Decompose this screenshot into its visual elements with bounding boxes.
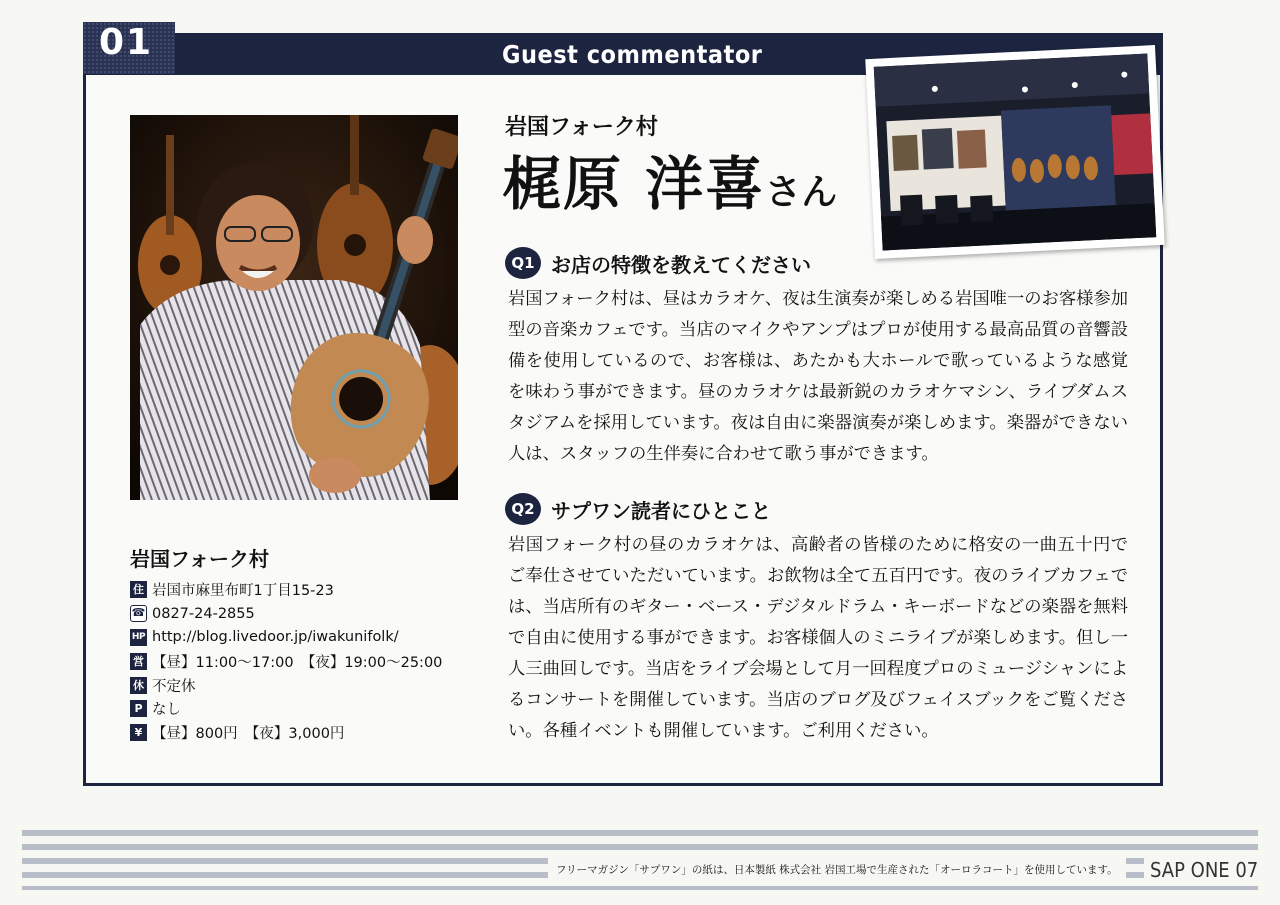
question-1-heading <box>505 246 811 280</box>
shop-info-list <box>130 578 442 745</box>
address-icon: 住 <box>130 581 147 598</box>
section-title: Guest commentator <box>502 40 763 69</box>
page-brand-number: SAP ONE 07 <box>1144 855 1264 885</box>
question-2-heading <box>505 492 771 526</box>
hours-icon: 営 <box>130 653 147 670</box>
q2-title: サプワン読者にひとこと <box>551 498 771 523</box>
phone-icon: ☎ <box>130 605 147 622</box>
guest-shop-label: 岩国フォーク村 <box>505 115 658 140</box>
q1-answer: 岩国フォーク村は、昼はカラオケ、夜は生演奏が楽しめる岩国唯一のお客様参加型の音楽カフェです。当店のマイクやアンプはプロが使用する最高品質の音響設備を使用しているので、お客様は、あたかも大ホールで歌っているような感覚を味わう事ができます。昼のカラオケは最新鋭のカラオケマシン、ライブダムスタジアムを採用しています。夜は自由に楽器演奏が楽しめます。楽器ができない人は、スタッフの生伴奏に合わせて歌う事ができます。 <box>508 289 1128 464</box>
shop-homepage-row <box>130 626 442 650</box>
q2-answer: 岩国フォーク村の昼のカラオケは、高齢者の皆様のために格安の一曲五十円でご奉仕させていただいています。お飲物は全て五百円です。夜のライブカフェでは、当店所有のギター・ベース・デジタルドラム・キーボードなどの楽器を無料で自由に使用する事ができます。お客様個人のミニライブが楽しめます。但し一人三曲回しです。当店をライブ会場として月一回程度プロのミュージシャンによるコンサートを開催しています。当店のブログ及びフェイスブックをご覧ください。各種イベントも開催しています。ご利用ください。 <box>508 535 1128 741</box>
shop-phone[interactable]: 0827-24-2855 <box>152 605 255 622</box>
shop-interior-photo <box>865 45 1164 259</box>
footer-paper-note: フリーマガジン「サプワン」の紙は、日本製紙 株式会社 岩国工場で生産された「オーロラコート」を使用しています。 <box>548 858 1126 882</box>
shop-address: 岩国市麻里布町1丁目15-23 <box>152 583 334 600</box>
guest-honorific: さん <box>765 172 838 213</box>
holiday-icon: 休 <box>130 677 147 694</box>
article-number: 01 <box>83 22 175 74</box>
shop-address-row <box>130 578 442 602</box>
shop-phone-row <box>130 602 442 626</box>
parking-icon: P <box>130 700 147 717</box>
guest-name-text: 梶原 洋喜 <box>503 150 766 218</box>
shop-parking-row <box>130 697 442 721</box>
shop-holiday: 不定休 <box>152 678 196 695</box>
guest-portrait-photo <box>130 115 458 500</box>
shop-parking: なし <box>152 702 181 719</box>
homepage-icon: HP <box>130 629 147 646</box>
shop-homepage-link[interactable]: http://blog.livedoor.jp/iwakunifolk/ <box>152 629 399 646</box>
guest-name <box>503 137 837 221</box>
q2-badge: Q2 <box>505 493 541 525</box>
shop-name: 岩国フォーク村 <box>130 547 269 571</box>
shop-hours-row <box>130 649 442 673</box>
price-icon: ¥ <box>130 724 147 741</box>
q1-badge: Q1 <box>505 247 541 279</box>
q1-title: お店の特徴を教えてください <box>551 252 811 277</box>
shop-price-row <box>130 721 442 745</box>
shop-hours: 【昼】11:00〜17:00 【夜】19:00〜25:00 <box>152 654 443 671</box>
shop-holiday-row <box>130 673 442 697</box>
shop-price: 【昼】800円 【夜】3,000円 <box>152 726 345 743</box>
